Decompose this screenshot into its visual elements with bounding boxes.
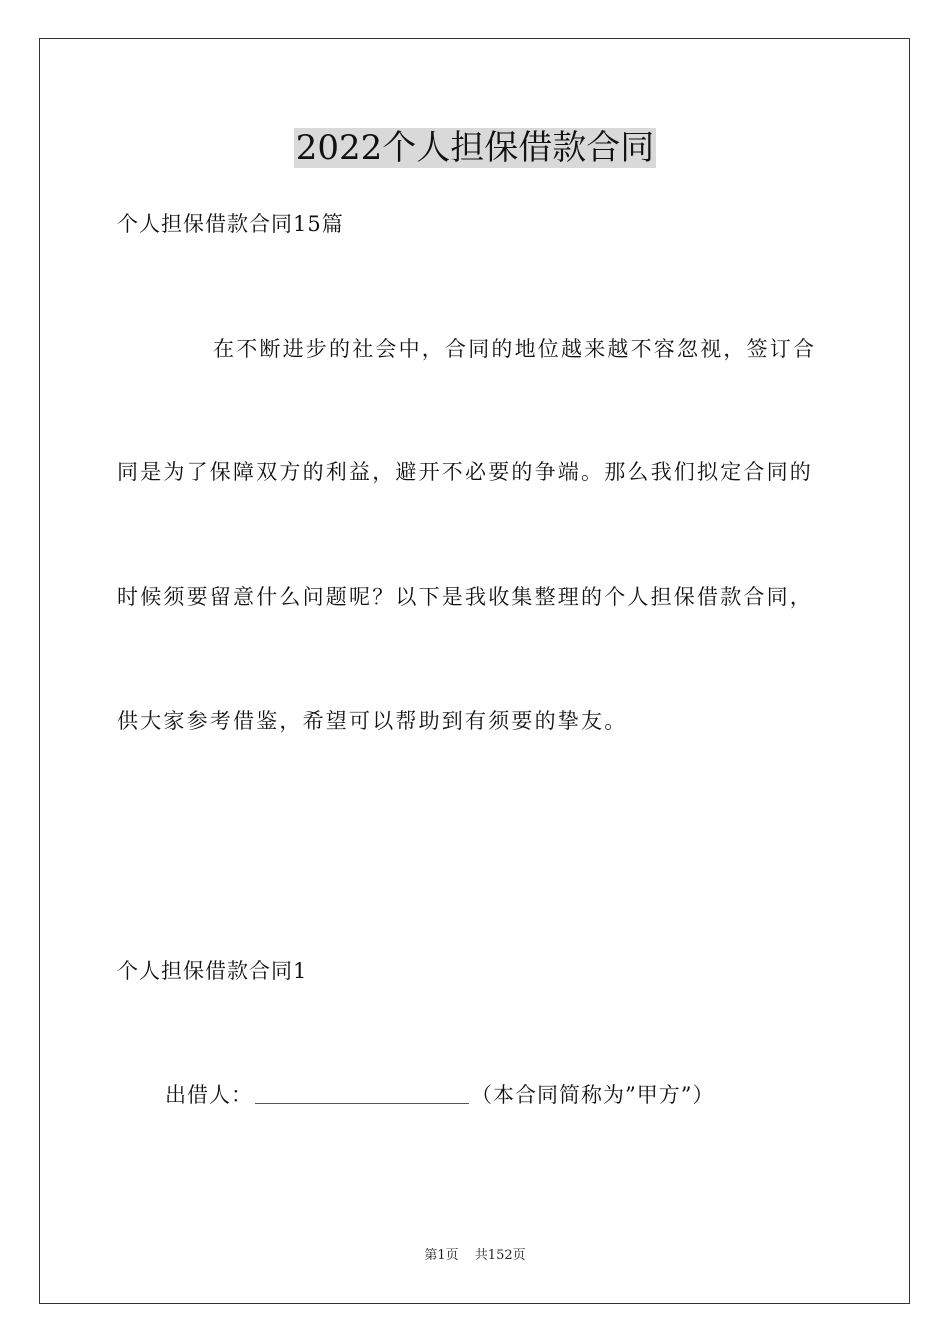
intro-line-3: 时候须要留意什么问题呢？以下是我收集整理的个人担保借款合同， <box>117 585 813 609</box>
page-total: 共152页 <box>474 1248 526 1263</box>
page-footer <box>0 1247 950 1265</box>
document-title-text: 2022个人担保借款合同 <box>295 128 655 168</box>
document-title <box>0 126 950 170</box>
lender-blank-field[interactable] <box>255 1083 469 1104</box>
document-subtitle: 个人担保借款合同15篇 <box>117 212 344 236</box>
intro-line-2: 同是为了保障双方的利益，避开不必要的争端。那么我们拟定合同的 <box>117 460 813 484</box>
section-heading: 个人担保借款合同1 <box>117 959 308 983</box>
intro-line-4: 供大家参考借鉴，希望可以帮助到有须要的挚友。 <box>117 709 628 733</box>
intro-line-1: 在不断进步的社会中，合同的地位越来越不容忽视，签订合 <box>213 337 817 361</box>
lender-note: （本合同简称为”甲方”） <box>471 1083 715 1107</box>
lender-label: 出借人： <box>165 1083 253 1107</box>
page-number: 第1页 <box>424 1248 459 1263</box>
lender-line <box>165 1080 714 1110</box>
